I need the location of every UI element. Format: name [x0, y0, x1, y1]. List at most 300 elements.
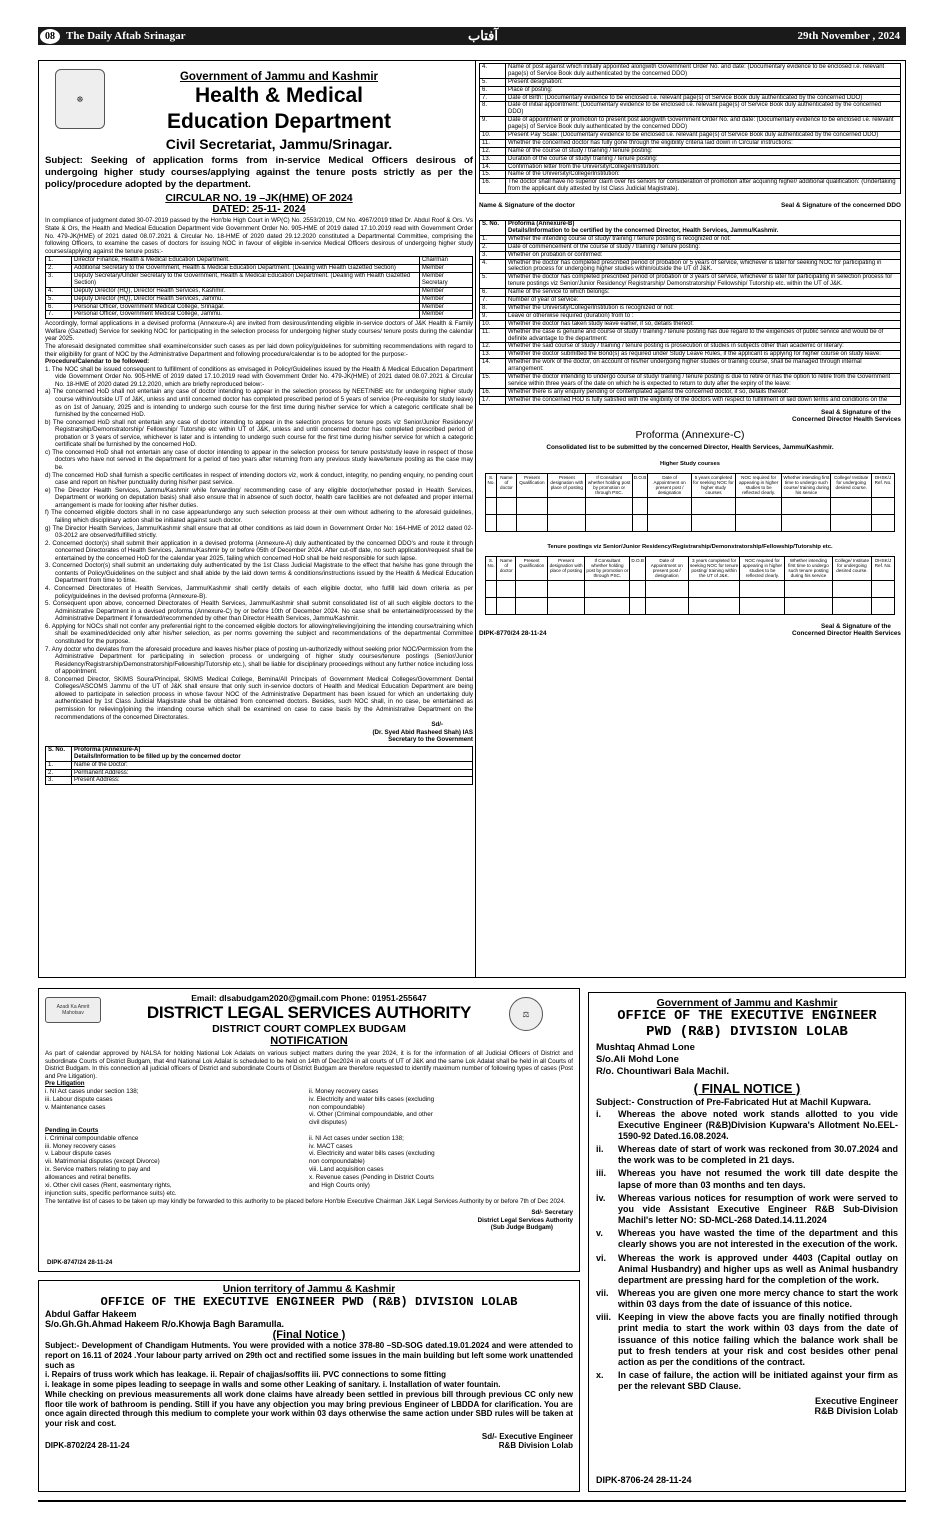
- committee-row: [46, 287, 473, 295]
- pwd1-sd-2: R&B Division Lolab: [498, 1440, 573, 1450]
- annex-b-row-cell: Whether the doctor has completed prescribed period of probation or 3 years of service, whichever is later for participating in selection process for tenure postings viz Senior/Junior Residency/ Registrarship/ Demonstratorship/ Fellowship/ Tutorship etc. within the UT of J&K.: [506, 274, 901, 289]
- pwd2-dipk: DIPK-8706-24 28-11-24: [596, 1475, 692, 1485]
- annex-a2-row: [480, 132, 901, 140]
- annex-a-row: [46, 769, 473, 777]
- annex-c-cell: [872, 514, 895, 531]
- pwd2-item-text: In case of failure, the action will be initiated against your firm as per the relevant SBD Clause.: [618, 1370, 898, 1392]
- annex-c-col-header: If Consultant whether holding post by promotion or through PSC.: [586, 557, 629, 579]
- annex-c-cell: [497, 497, 516, 514]
- annex-b-row-cell: Whether the concerned HoD is fully satisfied with the eligibility of the doctors with respect to fulfillment of laid down terms and conditions on the: [506, 396, 901, 404]
- dlsa-tail: The tentative list of cases to be taken up may kindly be forwarded to this authority to be placed before Hon'ble Executive Chairman J&K Legal Services Authority by or before 7th of Dec 2024.: [45, 1197, 566, 1205]
- bottom-rule: [38, 1500, 906, 1502]
- annex-b-row: [480, 359, 901, 374]
- case-type: viii. Land acquisition cases: [309, 1166, 384, 1174]
- case-type: iii. Money recovery cases: [45, 1142, 116, 1150]
- annex-a2-row-cell: Name of the University/College/Institution:: [506, 171, 901, 179]
- annex-b-row: [480, 343, 901, 351]
- annex-c-col-header: Name of doctor: [497, 473, 516, 497]
- annex-c-grid-1: [485, 473, 895, 532]
- annex-c-cell: [486, 597, 497, 614]
- annex-a-sub: Details/Information to be filled up by the concerned doctor: [74, 753, 241, 760]
- annex-b-row: [480, 259, 901, 274]
- annex-b-row: [480, 297, 901, 305]
- annex-c-cell: [831, 514, 872, 531]
- mahotsav-logo: Azadi Ka Amrit Mahotsav: [45, 997, 101, 1023]
- annex-c-cell: [630, 580, 646, 597]
- pwd2-item-text: Keeping in view the above facts you are finally notified through print media to start the work within 03 days from the date of issuance of this notice failing which the balance work shall be put to fresh tenders at your risk and cost besides other penal action as per the conditions of the contract.: [618, 1312, 898, 1367]
- annex-a2-row-cell: 8.: [480, 102, 506, 117]
- annex-b-row-cell: 9.: [480, 312, 506, 320]
- annex-c-col-header: S. No.: [486, 473, 497, 497]
- annex-c-cell: [831, 497, 872, 514]
- pwd1-title: OFFICE OF THE EXECUTIVE ENGINEER PWD (R&B) DIVISION LOLAB: [100, 1295, 518, 1309]
- annex-b-row: [480, 274, 901, 289]
- annex-c-col-header: Name of doctor: [497, 556, 516, 580]
- pwd2-addressee: Mushtaq Ahmad Lone: [596, 1042, 695, 1053]
- pwd2-item-num: v.: [596, 1228, 603, 1239]
- annex-b-row-cell: Whether the doctor has completed prescribed period of probation or 5 years of service, whichever is later for seeking NOC for participating in selection process for undergoing higher studies within/outside the UT of J&K.: [506, 259, 901, 274]
- annex-a2-row: [480, 64, 901, 79]
- annex-c-cell: [516, 497, 548, 514]
- annex-b-row-cell: 7.: [480, 297, 506, 305]
- pwd2-addressee: S/o.Ali Mohd Lone: [596, 1053, 679, 1065]
- annex-c-cell: [688, 597, 740, 614]
- case-type: x. Revenue cases (Pending in District Courts and High Courts only): [309, 1173, 434, 1189]
- committee-row: [46, 272, 473, 287]
- annex-c-cell: [497, 580, 516, 597]
- annex-c-cell: [632, 514, 648, 531]
- annex-b-row-cell: 12.: [480, 343, 506, 351]
- annex-b-row: [480, 373, 901, 388]
- annex-c-cell: [648, 497, 692, 514]
- annex-c-cell: [782, 514, 831, 531]
- annex-c-col-header: S. No.: [486, 556, 497, 580]
- annex-a2-row-cell: Place of posting:: [506, 86, 901, 94]
- case-type: i. NI Act cases under section 138;: [45, 1087, 139, 1095]
- annex-b-row-cell: 4.: [480, 259, 506, 274]
- annex-a2-row-cell: 11.: [480, 139, 506, 147]
- pwd-notice-1: [38, 1280, 580, 1492]
- hme-dept-1: Health & Medical: [194, 84, 364, 107]
- pwd1-sd: Sd/- Executive Engineer: [481, 1431, 573, 1441]
- hme-body-2: The aforesaid designated committee shall examine/consider such cases as per laid down policy/guidelines for submitting recommendations with regard to their eligibility for grant of NOC by the Administrative Department and following procedure/calendar is to be adopted for the purpose:-: [45, 343, 473, 358]
- annex-c-cell: [645, 580, 688, 597]
- annex-c-col-header: 5 years completed for seeking NOC for higher study courses: [693, 474, 734, 496]
- pwd2-item-num: i.: [596, 1108, 602, 1119]
- annex-a2-row-cell: 5.: [480, 78, 506, 86]
- paper-logo: آفتاب: [468, 28, 498, 43]
- annex-a2-row-cell: 4.: [480, 64, 506, 79]
- annex-c-col-header: 3 years completed for seeking NOC for tenure posting/ training within the UT of J&K.: [689, 557, 739, 579]
- pwd2-item: [596, 1253, 898, 1286]
- annex-b-row-cell: 5.: [480, 274, 506, 289]
- committee-row-cell: Deputy Director (HQ), Director Health Services, Kashmir.: [72, 287, 420, 295]
- annex-c-cell: [632, 497, 648, 514]
- case-type: iv. Electricity and water bills cases (excluding non compoundable): [309, 1095, 435, 1111]
- committee-row-cell: 3.: [46, 272, 72, 287]
- annex-c-cell: [497, 597, 516, 614]
- annex-b-row-cell: 2.: [480, 243, 506, 251]
- annex-b-row: [480, 351, 901, 359]
- hme-right-column: [479, 63, 901, 975]
- committee-row-cell: Member: [419, 311, 472, 319]
- pwd1-body-2: While checking on previous measurements all work done claims have already been settled in previous bill through previous CC only new floor tile work of bathroom is pending. Still if you have any objection you may bring previous Engineer of LBDDA for clarification. You are once again directed through this medium to complete your work within 03 days otherwise the same action under SBD rules will be taken at your risk and cost.: [45, 1389, 573, 1428]
- committee-row-cell: Personal Officer, Government Medical College, Jammu.: [72, 311, 420, 319]
- annex-c-col-header: Date of Appointment on present post / designation: [645, 556, 688, 580]
- annex-a2-row-cell: Present Pay Scale: (Documentary evidence to be enclosed i.e. relevant page(s) of Service Book duly authenticated by the concerned DDO): [506, 132, 901, 140]
- annex-b-row-cell: 3.: [480, 251, 506, 259]
- annex-b-row-cell: 1.: [480, 235, 506, 243]
- sig-ddo: Seal & Signature of the concerned DDO: [780, 202, 901, 210]
- annex-a2-row: [480, 163, 901, 171]
- hme-circular: [38, 60, 906, 978]
- case-type: iv. MACT cases: [309, 1142, 353, 1150]
- pwd2-item-text: Whereas you have not resumed the work till date despite the lapse of more than 03 months and ten days.: [618, 1168, 898, 1190]
- annex-a2-row: [480, 117, 901, 132]
- pwd2-item: [596, 1109, 898, 1142]
- dlsa-notification: NOTIFICATION: [270, 1035, 348, 1047]
- pwd2-item-num: iv.: [596, 1192, 606, 1203]
- annex-a2-row: [480, 155, 901, 163]
- page-number: 08: [40, 29, 60, 44]
- annex-b-row-cell: Whether on probation or confirmed:: [506, 251, 901, 259]
- annex-c-col-header: Whether intending first time to undergo such tenure posting during his service: [785, 556, 832, 580]
- pwd1-notice: (Final Notice ): [272, 1329, 346, 1341]
- annex-b-row: [480, 251, 901, 259]
- hme-circular-no: CIRCULAR NO. 19 –JK(HME) OF 2024: [165, 192, 353, 205]
- sig-b-1: Seal & Signature of the: [821, 408, 891, 416]
- annex-c-cell: [586, 514, 632, 531]
- annex-c-cell: [586, 497, 632, 514]
- case-type: ii. NI Act cases under section 138;: [309, 1134, 404, 1142]
- annex-c-col-header: DHSK/J Ref. No.: [872, 556, 895, 580]
- annex-c-t1: Higher Study courses: [660, 460, 720, 467]
- annex-b-row: [480, 304, 901, 312]
- hme-item: d) The concerned HoD shall furnish a specific certificates in respect of intending doctors viz, work & conduct, integrity, no pending enquiry, no pending court case and report on his/her punctuality during his/her past service.: [45, 471, 473, 487]
- annex-a2-row: [480, 139, 901, 147]
- annex-b-row-cell: Whether the doctor submitted the Bond(s) as required under Study Leave Rules, if the applicant is applying for higher course on study leave:: [506, 351, 901, 359]
- annex-c-cell: [782, 497, 831, 514]
- pwd1-dipk: DIPK-8702/24 28-11-24: [45, 1440, 130, 1450]
- annex-c-title: Proforma (Annexure-C): [635, 428, 745, 441]
- emblem-icon: ☸: [55, 69, 105, 129]
- committee-row-cell: 6.: [46, 303, 72, 311]
- annex-a2-row-cell: Confirmation letter from the University/College/Institution:: [506, 163, 901, 171]
- annex-c-t2: Tenure postings viz Senior/Junior Residency/Registrarship/Demonstratorship/Fellowship/Tutorship etc.: [547, 543, 833, 550]
- annex-c-cell: [486, 580, 497, 597]
- issue-date: 29th November , 2024: [797, 30, 900, 42]
- hme-item: 4. Concerned Directorates of Health Services, Jammu/Kashmir shall certify details of each eligible doctor, who fulfill laid down criteria as per policy/guidelines in the devised proforma (Annexure-B).: [45, 585, 473, 600]
- annex-b-row-cell: 6.: [480, 289, 506, 297]
- dlsa-body: As part of calendar approved by NALSA for holding National Lok Adalats on various subject matters during the year 2024, it is for the information of all Judicial Officers of District and subordinate Courts of District Budgam, that 4nd National Lok Adalat is scheduled to be held on 14th of Dec2024 in all courts of UT of J&K and the same Lok Adalat shall be held in all Courts of District Budgam. In this connection all judicial officers of District and subordinate Courts of District Budgam are therefore requested to identify maximum number of following types of cases (Post and Pre Litigation).: [45, 1050, 573, 1080]
- annex-a2-row-cell: Date of appointment or promotion to present post alongwith Government Order No. and date: (Documentary evidence to be enclosed i.e. relevant page(s) of Service Book duly authenticated by the concerned DDO): [506, 117, 901, 132]
- sig-b-2: Concerned Director Health Services: [791, 415, 901, 423]
- annex-b-row: [480, 328, 901, 343]
- annex-c-cell: [516, 580, 547, 597]
- annex-b-row-cell: 17.: [480, 396, 506, 404]
- annex-b-row: [480, 289, 901, 297]
- pwd2-item-text: Whereas you have wasted the time of the department and this clearly shows you are not interested in the execution of the work.: [618, 1228, 898, 1250]
- pwd2-item: [596, 1288, 898, 1310]
- hme-item: f) The concerned eligible doctors shall in no case appear/undergo any such selection process at their own without adhering to the aforesaid guidelines, failing which disciplinary action shall be initiated against such doctor.: [45, 509, 473, 524]
- pwd2-subject: Subject:- Construction of Pre-Fabricated Hut at Machil Kupwara.: [596, 1096, 872, 1107]
- annex-a2-row: [480, 179, 901, 194]
- annex-c-cell: [872, 580, 895, 597]
- annex-a2-row-cell: Duration of the course of study/ training / tenure posting:: [506, 155, 901, 163]
- annex-c-cell: [547, 580, 585, 597]
- hme-signer: (Dr. Syed Abid Rasheed Shah) IAS: [372, 728, 473, 736]
- sig-doctor: Name & Signature of the doctor: [479, 202, 575, 210]
- annex-c-cell: [497, 514, 516, 531]
- annex-c-cell: [585, 580, 630, 597]
- annex-a2-row: [480, 94, 901, 102]
- annex-a2-row-cell: Date of initial appointment: (Documentary evidence to be enclosed i.e. relevant page(s) of Service Book duly authenticated by the concerned DDO): [506, 102, 901, 117]
- annex-b-row-cell: 8.: [480, 304, 506, 312]
- annex-b-row-cell: Whether the doctor intending to undergo course of study/ training / tenure posting is due to retire or has the option to retire from the Government service within three years of the date on which he is expected to return to duty after the expiry of the leave:: [506, 373, 901, 388]
- annex-c-col-header: DHSK/J Ref. No.: [872, 473, 895, 497]
- annex-a-row-cell: Permanent Address:: [72, 769, 473, 777]
- hme-item: 6. Applying for NOCs shall not confer any preferential right to the concerned eligible doctors for allowing/relieving/joining the intending course/training which shall be examined/decided only after his/her selection, as per norms governing the subject and recommendations of the departmental Committee constituted for the purpose.: [45, 622, 473, 645]
- annex-c-col-header: Present Qualification: [516, 556, 547, 580]
- annex-b-sub: Details/Information to be certified by the concerned Director, Health Services, Jammu/Kashmir.: [508, 228, 779, 235]
- case-type: vi. Electricity and water bills cases (excluding non compoundable): [309, 1150, 435, 1166]
- annex-c-col-header: College/ Institute for undergoing desired course.: [832, 556, 872, 580]
- committee-row: [46, 311, 473, 319]
- annex-a2-row: [480, 86, 901, 94]
- annex-a-title: Proforma (Annexure-A): [74, 746, 141, 753]
- annex-a2-row-cell: 12.: [480, 147, 506, 155]
- annex-c-col-header: D.O.B: [632, 473, 648, 497]
- pwd2-item-num: iii.: [596, 1168, 607, 1179]
- annex-b-row-cell: Whether the work of the doctor, on account of his/her undergoing higher studies or training course, shall be managed through internal arrangement:: [506, 359, 901, 374]
- pwd2-item-num: vii.: [596, 1287, 609, 1298]
- hme-intro: In compliance of judgment dated 30-07-2019 passed by the Hon'ble High Court in WP(C) No. 2553/2019, CM No. 4967/2019 titled Dr. Abdul Roof & Ors. Vs State & Ors, the Health and Medical Education Department vide Government Order No. 905-HME of 2019 dated 17.10.2019 read with Government Order No. 479-JK(HME) of 2021 dated 08.07.2021 & Circular No. 18-HME of 2020 dated 29.12.2020 constituted a Departmental Committee, comprising the following Officers, to examine the cases of doctors for issuing NOC in favour of eligible in-service Medical Officers desirous of undergoing higher study courses/applying against the tenure posts:-: [45, 217, 473, 255]
- pwd2-items: [596, 1109, 898, 1393]
- annex-b-row-cell: Whether the said course of study / training / tenure posting is prosecution of studies in subjects other than academic or literary:: [506, 343, 901, 351]
- hme-item: g) The Director Health Services, Jammu/Kashmir shall ensure that all other conditions as laid down in Government Order No: 164-HME of 2012 dated 02-03-2012 are observed/fulfilled strictly.: [45, 524, 473, 540]
- dlsa-dipk: DIPK-8747/24 28-11-24: [47, 1259, 113, 1267]
- annex-a2-row-cell: 14.: [480, 163, 506, 171]
- hme-item: 2. Concerned doctor(s) shall submit their application in a devised proforma (Annexure-A) duly authenticated by the concerned DDO's and route it through concerned Directorates of Health Services, Jammu/Kashmir by or before 05th of December 2024. After cut-off date, no such application/request shall be entertained by the concerned HoD for the calendar year 2025, failing which concerned HoD shall be held responsible for such lapse.: [45, 539, 473, 562]
- case-type: vi. Other (Criminal compoundable, and other civil disputes): [309, 1111, 433, 1127]
- annex-c-cell: [486, 514, 497, 531]
- pwd1-addr: S/o.Gh.Gh.Ahmad Hakeem R/o.Khowja Bagh Baramulla.: [45, 1319, 285, 1329]
- annex-a2-row-cell: Date of Birth: (Documentary evidence to be enclosed i.e. relevant page(s) of Service Book duly authenticated by the concerned DDO): [506, 94, 901, 102]
- pwd2-item-num: x.: [596, 1370, 604, 1381]
- annex-c-cell: [547, 597, 585, 614]
- annex-c-sig-1: Seal & Signature of the: [821, 622, 891, 630]
- pwd2-item: [596, 1370, 898, 1392]
- pwd2-item: [596, 1168, 898, 1190]
- annex-b-row-cell: 10.: [480, 320, 506, 328]
- annex-c-cell: [585, 597, 630, 614]
- annex-a2-row-cell: 16.: [480, 179, 506, 194]
- hme-item: 3. Concerned Doctor(s) shall submit an undertaking duly authenticated by the 1st Class Judicial Magistrate to the effect that he/she has gone through the contents of Policy/Guidelines on the subject and shall abide by the laid down terms & conditions/instructions issued by the Health & Medical Education Department from time to time.: [45, 562, 473, 585]
- pwd2-addressee: R/o. Chountiwari Bala Machil.: [596, 1065, 730, 1077]
- hme-procedure: Procedure/Calendar to be followed:: [45, 358, 150, 366]
- annex-c-cell: [736, 497, 782, 514]
- case-type: v. Maintenance cases: [45, 1103, 106, 1111]
- annex-a2-row-cell: Name of post against which initially appointed alongwith Government Order No. and date: (Documentary evidence to be enclosed i.e. relevant page(s) of Service Book duly authenticated by the concerned DDO): [506, 64, 901, 79]
- annex-b-row-cell: Leave or otherwise required (duration) from to :: [506, 312, 901, 320]
- pwd2-item: [596, 1228, 898, 1250]
- hme-dated: DATED: 25-11- 2024: [212, 204, 306, 216]
- pwd1-l1: i. Repairs of truss work which has leakage. ii. Repair of chajjas/soffits iii. PVC connections to some fitting: [45, 1370, 446, 1380]
- dlsa-pending: Pending in Courts: [45, 1127, 99, 1135]
- annex-a-row: [46, 761, 473, 769]
- annex-a-sno: S. No.: [46, 746, 72, 761]
- committee-row-cell: Deputy Director (HQ), Director Health Services, Jammu.: [72, 295, 420, 303]
- annex-c-cell: [516, 514, 548, 531]
- committee-row-cell: Member: [419, 265, 472, 273]
- case-type: iii. Labour dispute cases: [45, 1095, 113, 1103]
- annex-a-row-cell: 3.: [46, 777, 72, 785]
- hme-dept-2: Education Department: [166, 110, 392, 133]
- pwd1-ut: Union territory of Jammu & Kashmir: [222, 1284, 396, 1295]
- pwd-notice-2: [588, 992, 906, 1492]
- hme-item: e) The Director Health Services, Jammu/Kashmir while forwarding/ recommending case of any eligible doctor(whether posted in Health Services, Department or working on deputation basis) shall also ensure that in absence of such doctor, health care facilities are not defeated and proper internal arrangement is made for looking after his/her duties.: [45, 486, 473, 509]
- annex-c-col-header: Present designation with place of posting: [547, 556, 585, 580]
- annex-b-row: [480, 396, 901, 404]
- annex-c-cell: [648, 514, 692, 531]
- committee-row-cell: Member: [419, 295, 472, 303]
- pwd2-item-text: Whereas the above noted work stands allotted to you vide Executive Engineer (R&B)Division Kupwara's Allotment No.EEL-1590-92 Dated.16.08.2024.: [618, 1108, 898, 1141]
- pwd2-item: [596, 1193, 898, 1226]
- hme-item: 1. The NOC shall be issued consequent to fulfillment of conditions as envisaged in Policy/Guidelines issued by the Health & Medical Education Department vide Government Order No. 905-HME of 2019 dated 17.10.2019 read with Government Order No. 479-JK(HME) of 2021 dated 08.07.2021 & Circular No. 18-HME of 2020 dated 29.12.2020, which are briefly reproduced below:-: [45, 365, 473, 388]
- annex-b-row-cell: 14.: [480, 359, 506, 374]
- annex-b-row-cell: Whether there is any enquiry pending or contemplated against the concerned doctor, if so, details thereof:: [506, 388, 901, 396]
- annex-c-sub: Consolidated list to be submitted by the concerned Director, Health Services, Jammu/Kashmir.: [546, 443, 834, 451]
- annex-c-cell: [740, 580, 785, 597]
- pwd2-item: [596, 1144, 898, 1166]
- committee-row: [46, 265, 473, 273]
- case-type: v. Labour dispute cases: [45, 1150, 112, 1158]
- annex-a2-row-cell: 13.: [480, 155, 506, 163]
- annex-a2-row-cell: 15.: [480, 171, 506, 179]
- committee-row-cell: 7.: [46, 311, 72, 319]
- hme-left-column: [45, 63, 473, 975]
- annex-a2-row: [480, 78, 901, 86]
- hme-sd: Sd/-: [431, 721, 443, 729]
- hme-dipk: DIPK-8770/24 28-11-24: [479, 629, 547, 637]
- dlsa-sd-2: District Legal Services Authority: [477, 1216, 573, 1224]
- pwd2-item-num: vi.: [596, 1252, 607, 1263]
- annex-a-row-cell: 2.: [46, 769, 72, 777]
- annex-b-row-cell: 11.: [480, 328, 506, 343]
- committee-row: [46, 257, 473, 265]
- annex-c-cell: [740, 597, 785, 614]
- annex-b-row: [480, 243, 901, 251]
- case-type: ix. Service matters relating to pay and allowances and retiral benefits.: [45, 1166, 151, 1181]
- annex-b-row-cell: Number of year of service:: [506, 297, 901, 305]
- pwd2-item-text: Whereas you are given one more mercy chance to start the work within 03 days from the date of issuance of this notice.: [618, 1287, 898, 1310]
- annex-a-row-cell: Name of the Doctor:: [72, 761, 473, 769]
- hme-subject: Subject: Seeking of application forms from in-service Medical Officers desirous of undergoing higher study courses/applying against the tenure posts strictly as per the policy/procedure adopted by the department.: [45, 155, 473, 190]
- annex-c-cell: [736, 514, 782, 531]
- hme-gov: Government of Jammu and Kashmir: [179, 71, 379, 83]
- annex-a2-row: [480, 102, 901, 117]
- annex-c-col-header: College/ Institute for undergoing desired course.: [831, 473, 872, 497]
- annex-b-sno: S. No.: [480, 221, 506, 236]
- committee-table: [45, 256, 473, 319]
- annex-a2-row: [480, 147, 901, 155]
- annex-c-cell: [872, 497, 895, 514]
- legal-seal-icon: ⚖: [509, 997, 543, 1031]
- annex-b-row-cell: 13.: [480, 351, 506, 359]
- hme-item: 7. Any doctor who deviates from the aforesaid procedure and leaves his/her place of posting un-authorizedly without seeking prior NOC/Permission from the Administrative Department for participating in selection process or undergoing of higher study courses/tenure postings (Senior/Junior Residency/Registrarship/Demonstratorship/Fellowship/Tutorship etc.), shall be liable for disciplinary proceedings without any further notice including loss of appointment.: [45, 645, 473, 676]
- annex-c-grid-2: [485, 556, 895, 615]
- pwd2-title-2: PWD (R&B) DIVISION LOLAB: [646, 1024, 848, 1040]
- dlsa-title: DISTRICT LEGAL SERVICES AUTHORITY: [146, 1003, 472, 1022]
- annex-c-col-header: Whether intending first time to undergo such course/ training during his service: [783, 474, 830, 496]
- annex-b-row-cell: Whether the case is genuine and course of study / training / tenure posting has due regard to the exigencies of public service and would be of definite advantage to the department:: [506, 328, 901, 343]
- annex-a-table: [45, 746, 473, 785]
- committee-row: [46, 303, 473, 311]
- hme-item: 8. Concerned Director, SKIMS Soura/Principal, SKIMS Medical College, Bemina/All Principals of Government Medical Colleges/Government Dental Colleges/ASCOMS Jammu of the UT of J&K shall ensure that only such in-service doctors of Health and Medical Education Department are being allowed to participate in selection process in whose favour NOC of the Administrative Department has been issued for which an undertaking duly authenticated by 1st Class Judicial Magistrate shall be obtained from concerned doctors. Besides, such NOC shall, in no case, be entertained as permission for relieving/joining the intending course which shall be examined on case to case basis by the Administrative Department on the recommendations of the concerned Directorates.: [45, 675, 473, 721]
- committee-row-cell: 5.: [46, 295, 72, 303]
- pwd1-body: Subject:- Development of Chandigam Hutments. You were provided with a notice 378-80 –SD-SOG dated.19.01.2024 and were attended to report on 16.11 of 2024 .Your labour party arrived on 29th oct and rectified some issues in the main building but left some work unattended such as: [45, 1341, 573, 1370]
- annex-a2-row-cell: Present designation:: [506, 78, 901, 86]
- annex-c-col-header: D.O.B: [630, 556, 646, 580]
- annex-b-table: [479, 220, 901, 404]
- dlsa-notice: [38, 988, 580, 1272]
- committee-row-cell: Member: [419, 287, 472, 295]
- case-type: vii. Matrimonial disputes (except Divorce): [45, 1158, 160, 1166]
- hme-item: c) The concerned HoD shall not entertain any case of doctor intending to appear in the selection process for tenure posts/study leave in respect of those doctors who have not served in the department for a period of two years after returning from any previous study leave/tenure posting as the case may be.: [45, 448, 473, 472]
- annex-a2-row: [480, 171, 901, 179]
- pwd2-title-1: OFFICE OF THE EXECUTIVE ENGINEER: [617, 1009, 877, 1024]
- annex-a2-row-cell: 10.: [480, 132, 506, 140]
- committee-row-cell: Personal Officer, Government Medical College, Srinagar.: [72, 303, 420, 311]
- hme-body-1: Accordingly, formal applications in a devised proforma (Annexure-A) are invited from desirous/intending eligible in-service doctors of J&K Health & Family Welfare (Gazetted) Service for seeking NOC for participating in the selection process for undergoing higher study courses/ tenure posts during the calendar year 2025.: [45, 320, 473, 343]
- annex-c-col-header: NOC required for appearing in higher studies to be reflected clearly.: [736, 473, 782, 497]
- hme-secretariat: Civil Secretariat, Jammu/Srinagar.: [165, 136, 393, 152]
- hme-signer-2: Secretary to the Government: [388, 736, 473, 744]
- annex-c-cell: [691, 497, 735, 514]
- annex-b-row: [480, 235, 901, 243]
- column-divider: [475, 61, 476, 978]
- annex-a2-row-cell: 6.: [480, 86, 506, 94]
- committee-row-cell: Member: [419, 303, 472, 311]
- committee-row-cell: 2.: [46, 265, 72, 273]
- annex-c-col-header: Present designation with place of posting: [548, 473, 586, 497]
- annex-b-row: [480, 312, 901, 320]
- case-type: ii. Money recovery cases: [309, 1087, 379, 1095]
- dlsa-contact: Email: dlsabudgam2020@gmail.com Phone: 01951-255647: [191, 993, 427, 1003]
- pwd2-item-num: viii.: [596, 1312, 612, 1323]
- case-type: i. Criminal compoundable offence: [45, 1134, 139, 1142]
- annex-c-cell: [486, 497, 497, 514]
- annex-a2-row-cell: Whether the concerned doctor has fully gone through the eligibility criteria laid down in Circular instructions:: [506, 139, 901, 147]
- annex-b-row-cell: 15.: [480, 373, 506, 388]
- pwd2-item-text: Whereas date of start of work was reckoned from 30.07.2024 and the work was to be completed in 21 days.: [618, 1144, 898, 1166]
- committee-row-cell: Additional Secretary to the Government, Health & Medical Education Department. (Dealing with Health Gazetted Section): [72, 265, 420, 273]
- committee-row-cell: 1.: [46, 257, 72, 265]
- pwd2-sd: Executive Engineer: [814, 1396, 898, 1407]
- case-type: xi. Other civil cases (Rent, easmentary rights, injunction suits, specific performance suits) etc.: [45, 1181, 177, 1197]
- pwd2-item-num: ii.: [596, 1144, 604, 1155]
- paper-name: The Daily Aftab Srinagar: [66, 30, 186, 42]
- annex-c-col-header: NOC required for appearing in higher studies to be reflected clearly.: [740, 556, 785, 580]
- hme-item: b) The concerned HoD shall not entertain any case of doctor intending to appear in the selection process for tenure posts viz Senior/Junior Residency/ Registrarship/Demonstratorship/ Fellowship/ Tutorship etc within UT of J&K, unless and until concerned doctor has completed prescribed period of probation or 3 years of service, whichever is later and is intending to undergo such course for the first time during his/her service for which a categoric certificate shall be furnished by the concerned HoD.: [45, 418, 473, 449]
- pwd1-name: Abdul Gaffar Hakeem: [45, 1309, 137, 1319]
- dlsa-pre: Pre Litigation: [45, 1080, 85, 1088]
- annex-b-row-cell: Whether the University/College/Institution is recognized or not:: [506, 304, 901, 312]
- pwd2-gov: Government of Jammu and Kashmir: [656, 997, 838, 1009]
- committee-row-cell: Deputy Secretary/Under Secretary to the Government, Health & Medical Education Department. (Dealing with Health Gazetted Section): [72, 272, 420, 287]
- pwd2-item-text: Whereas the work is approved under 4403 (Capital outlay on Animal Husbandry) and higher ups as well as Animal husbandry department are pressing hard for the completion of the work.: [618, 1252, 898, 1285]
- pwd1-l2: i. leakage in some pipes leading to seepage in walls and some other Leaking of sanitary. i. Installation of water fountain.: [45, 1380, 501, 1389]
